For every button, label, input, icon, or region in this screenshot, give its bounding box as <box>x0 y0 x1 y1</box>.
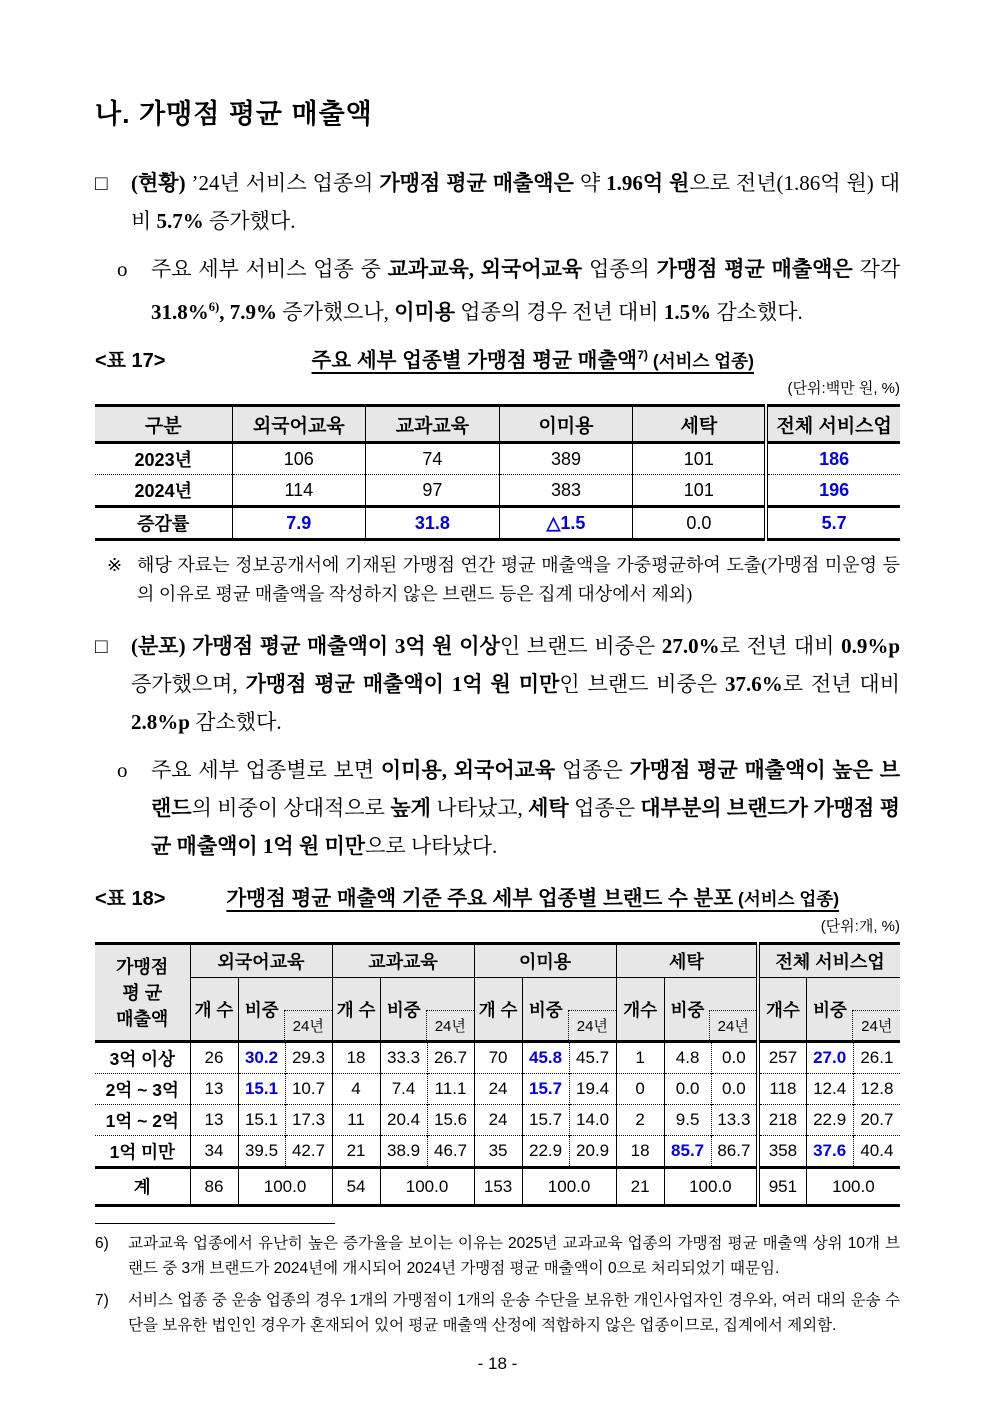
text-run: 의 비중이 상대적으로 <box>191 796 391 820</box>
table-cell: 26.7 <box>427 1042 474 1074</box>
table-cell: 218 <box>758 1105 806 1136</box>
text-run: 이미용 <box>394 300 456 324</box>
table-row <box>95 1105 900 1136</box>
table-cell: 15.1 <box>238 1105 285 1136</box>
table-cell: 389 <box>499 443 633 475</box>
total-row <box>95 1168 900 1206</box>
table-cell: 186 <box>766 443 900 475</box>
text-run: 으로 전년(1.86억 원) 대비 <box>131 171 900 233</box>
text-run: 로 전년 대비 <box>719 634 842 658</box>
text-run: 가맹점 평균 매출액이 1억 원 미만 <box>245 672 560 696</box>
table-cell: 7.4 <box>380 1074 427 1105</box>
text-run: 로 전년 대비 <box>782 672 900 696</box>
table-cell: 14.0 <box>569 1105 616 1136</box>
square-bullet: □ <box>95 634 108 658</box>
year24-sublabel: 24년 <box>426 1010 474 1040</box>
table-cell: 42.7 <box>285 1136 332 1168</box>
table-cell: 22.9 <box>806 1105 853 1136</box>
table-cell: 118 <box>758 1074 806 1105</box>
section-heading: 나. 가맹점 평균 매출액 <box>95 99 373 129</box>
table-cell: 101 <box>633 475 767 507</box>
footnote-separator <box>95 1223 335 1224</box>
text-run: 이미용, 외국어교육 <box>380 758 556 782</box>
total-count-cell: 86 <box>190 1168 238 1206</box>
circle-bullet: o <box>117 257 128 281</box>
table17-title-suffix: (서비스 업종) <box>648 351 754 371</box>
table-cell: 34 <box>190 1136 238 1168</box>
footnote-marker: 7) <box>95 1292 109 1309</box>
group-header: 교과교육 <box>332 944 474 978</box>
table17-title <box>165 343 900 373</box>
footnote-text: 서비스 업종 중 운송 업종의 경우 1개의 가맹점이 1개의 운송 수단을 보유한 개인사업자인 경우와, 여러 대의 운송 수단을 보유한 법인인 경우가 혼재되어 있어 평균 매출액 산정에 적합하지 않은 업종이므로, 집계에서 제외함. <box>128 1292 900 1334</box>
text-run: 업종은 <box>555 758 630 782</box>
table-cell: 0 <box>616 1074 664 1105</box>
row-label: 2억 ~ 3억 <box>95 1074 190 1105</box>
paragraph-status <box>95 164 900 240</box>
table-cell: 20.9 <box>569 1136 616 1168</box>
table-row <box>95 1136 900 1168</box>
total-share-cell: 100.0 <box>664 1168 758 1206</box>
row-label: 2023년 <box>134 450 192 470</box>
table-cell: 26.1 <box>853 1042 900 1074</box>
table-cell: 20.7 <box>853 1105 900 1136</box>
text-run: 6) <box>208 300 220 314</box>
year24-sublabel: 24년 <box>852 1010 900 1040</box>
table-cell: 20.4 <box>380 1105 427 1136</box>
table18-title <box>165 881 900 911</box>
table-cell: 45.7 <box>569 1042 616 1074</box>
table-cell: 0.0 <box>664 1074 711 1105</box>
table-cell: 70 <box>474 1042 522 1074</box>
table-cell: 24 <box>474 1074 522 1105</box>
share-subheader <box>806 978 900 1042</box>
paragraph-status-text <box>131 164 900 240</box>
footnotes <box>95 1231 900 1338</box>
corner-header-line: 평 균 <box>122 982 163 1003</box>
table17-unit-label: (단위:백만 원, %) <box>787 380 900 397</box>
table17-title-footnote-ref: 7) <box>637 348 649 363</box>
text-run: 1.96억 원 <box>606 171 690 195</box>
count-subheader: 개수 <box>758 978 806 1042</box>
total-count-cell: 153 <box>474 1168 522 1206</box>
total-share-cell: 100.0 <box>380 1168 474 1206</box>
text-run: 업종의 경우 전년 대비 <box>455 300 664 324</box>
table-cell: 85.7 <box>664 1136 711 1168</box>
table18-caption <box>95 881 900 911</box>
text-run: 감소했다. <box>189 710 282 734</box>
table-cell: 9.5 <box>664 1105 711 1136</box>
text-run: 가맹점 평균 매출액이 3억 원 이상 <box>192 634 500 658</box>
table-row <box>95 443 900 475</box>
text-run: (현황) <box>131 171 186 195</box>
table-cell: 257 <box>758 1042 806 1074</box>
table-cell: 17.3 <box>285 1105 332 1136</box>
table-cell: 12.8 <box>853 1074 900 1105</box>
text-run: 증가했다. <box>203 209 296 233</box>
table17-column-header: 교과교육 <box>366 406 500 443</box>
text-run: 가맹점 평균 매출액이 높은 브랜드 <box>151 758 901 820</box>
table-cell: 40.4 <box>853 1136 900 1168</box>
table-cell: 0.0 <box>711 1074 758 1105</box>
paragraph-distribution <box>95 627 900 741</box>
text-run: 업종의 <box>582 257 657 281</box>
table17-body <box>95 443 900 540</box>
group-header: 세탁 <box>616 944 758 978</box>
table-cell: 196 <box>766 475 900 507</box>
table18-subheader-row <box>95 978 900 1042</box>
table-cell: 0.0 <box>633 507 767 540</box>
table-cell: 13.3 <box>711 1105 758 1136</box>
text-run: 0.9%p <box>841 634 901 658</box>
footnote <box>95 1288 900 1338</box>
text-run: 5.7% <box>156 209 204 233</box>
row-label: 1억 미만 <box>95 1136 190 1168</box>
count-subheader: 개 수 <box>332 978 380 1042</box>
text-run: 인 브랜드 비중은 <box>559 672 726 696</box>
table17-note <box>95 551 900 609</box>
table-cell: 97 <box>366 475 500 507</box>
text-run: 주요 세부 업종별로 보면 <box>151 758 381 782</box>
table-cell: 86.7 <box>711 1136 758 1168</box>
table-cell: 19.4 <box>569 1074 616 1105</box>
table-cell: 383 <box>499 475 633 507</box>
table18-title-suffix: (서비스 업종) <box>733 889 840 909</box>
table-cell: 18 <box>332 1042 380 1074</box>
text-run: 인 브랜드 비중은 <box>499 634 662 658</box>
row-label: 증감률 <box>95 507 232 540</box>
table-cell: 46.7 <box>427 1136 474 1168</box>
table-cell: 18 <box>616 1136 664 1168</box>
text-run: 세탁 <box>528 796 569 820</box>
table-cell: 22.9 <box>522 1136 569 1168</box>
table-cell: 37.6 <box>806 1136 853 1168</box>
table-cell: 13 <box>190 1105 238 1136</box>
table-cell: △1.5 <box>499 507 633 540</box>
paragraph-distribution-text <box>131 627 900 741</box>
table17 <box>95 404 900 541</box>
total-share-cell: 100.0 <box>522 1168 616 1206</box>
text-run: 높게 <box>390 796 431 820</box>
total-share-cell: 100.0 <box>238 1168 332 1206</box>
text-run: 27.0% <box>661 634 720 658</box>
table17-title-main: 주요 세부 업종별 가맹점 평균 매출액 <box>311 349 638 372</box>
table-cell: 12.4 <box>806 1074 853 1105</box>
table-cell: 106 <box>232 443 366 475</box>
table-cell: 33.3 <box>380 1042 427 1074</box>
table-cell: 101 <box>633 443 767 475</box>
text-run: 교과교육, 외국어교육 <box>387 257 583 281</box>
table-cell: 15.7 <box>522 1074 569 1105</box>
table-cell: 114 <box>232 475 366 507</box>
text-run: ’24년 서비스 업종의 <box>185 171 380 195</box>
table18-group-header-row <box>95 944 900 978</box>
share-label: 비중 <box>386 999 421 1020</box>
table-cell: 27.0 <box>806 1042 853 1074</box>
total-count-cell: 21 <box>616 1168 664 1206</box>
row-label: 2024년 <box>95 475 232 507</box>
group-header: 전체 서비스업 <box>758 944 900 978</box>
table-row <box>95 1074 900 1105</box>
year24-sublabel: 24년 <box>284 1010 332 1040</box>
table-cell: 358 <box>758 1136 806 1168</box>
table-cell: 1 <box>616 1042 664 1074</box>
group-header: 이미용 <box>474 944 616 978</box>
page-number: - 18 - <box>477 1354 518 1373</box>
text-run: 증가했으나, <box>277 300 395 324</box>
table-cell: 11.1 <box>427 1074 474 1105</box>
text-run: 31.8% <box>151 300 209 324</box>
table-cell: 0.0 <box>711 1042 758 1074</box>
table-row <box>95 475 900 507</box>
table-row <box>95 507 900 540</box>
table17-column-header: 전체 서비스업 <box>766 406 900 443</box>
table-cell: 26 <box>190 1042 238 1074</box>
table17-header-row <box>95 406 900 443</box>
table-cell: 74 <box>366 443 500 475</box>
corner-header-line: 매출액 <box>116 1008 169 1029</box>
row-label: 계 <box>95 1168 190 1206</box>
text-run: 가맹점 평균 매출액은 <box>379 171 574 195</box>
table17-note-text: 해당 자료는 정보공개서에 기재된 가맹점 연간 평균 매출액을 가중평균하여 도출(가맹점 미운영 등의 이유로 평균 매출액을 작성하지 않은 브랜드 등은 집계 대상에서 제외) <box>137 555 900 604</box>
total-count-cell: 54 <box>332 1168 380 1206</box>
paragraph-distribution-detail <box>95 751 900 865</box>
table-cell: 35 <box>474 1136 522 1168</box>
circle-bullet: o <box>117 758 128 782</box>
table-cell: 29.3 <box>285 1042 332 1074</box>
share-label: 비중 <box>244 999 279 1020</box>
row-label: 3억 이상 <box>109 1048 175 1069</box>
table-cell: 4.8 <box>664 1042 711 1074</box>
table-cell: 11 <box>332 1105 380 1136</box>
text-run: 7.9% <box>229 300 277 324</box>
year24-sublabel: 24년 <box>568 1010 616 1040</box>
table-cell: 21 <box>332 1136 380 1168</box>
total-count-cell: 951 <box>758 1168 806 1206</box>
note-marker: ※ <box>107 555 123 575</box>
table-cell: 5.7 <box>766 507 900 540</box>
table-cell: 13 <box>190 1074 238 1105</box>
total-share-cell: 100.0 <box>806 1168 900 1206</box>
footnote-text: 교과교육 업종에서 유난히 높은 증가율을 보이는 이유는 2025년 교과교육 업종의 가맹점 평균 매출액 상위 10개 브랜드 중 3개 브랜드가 2024년에 개시되어 2024년 가맹점 평균 매출액이 0으로 처리되었기 때문임. <box>128 1235 900 1277</box>
table18-header <box>95 944 900 1042</box>
group-header: 외국어교육 <box>190 944 332 978</box>
table-cell: 2 <box>616 1105 664 1136</box>
count-subheader: 개 수 <box>190 978 238 1042</box>
table-cell: 15.7 <box>522 1105 569 1136</box>
table-cell: 31.8 <box>366 507 500 540</box>
paragraph-distribution-detail-text <box>151 751 900 865</box>
count-subheader: 개 수 <box>474 978 522 1042</box>
table17-caption <box>95 343 900 373</box>
corner-header <box>95 944 190 1042</box>
table18 <box>95 942 900 1207</box>
share-subheader <box>380 978 474 1042</box>
table18-body <box>95 1042 900 1206</box>
table18-unit-label: (단위:개, %) <box>820 918 900 935</box>
share-label: 비중 <box>528 999 563 1020</box>
table-cell: 38.9 <box>380 1136 427 1168</box>
share-subheader <box>522 978 616 1042</box>
text-run: 으로 나타났다. <box>365 834 498 858</box>
table-cell: 15.6 <box>427 1105 474 1136</box>
count-subheader: 개수 <box>616 978 664 1042</box>
corner-header-line: 가맹점 <box>116 956 169 977</box>
text-run: 37.6% <box>725 672 783 696</box>
table18-title-main: 가맹점 평균 매출액 기준 주요 세부 업종별 브랜드 수 분포 <box>226 887 734 910</box>
text-run: , <box>219 300 230 324</box>
text-run: 2.8%p <box>131 710 190 734</box>
square-bullet: □ <box>95 171 108 195</box>
text-run: 업종은 <box>568 796 641 820</box>
text-run: 나타났고, <box>430 796 529 820</box>
share-label: 비중 <box>813 999 847 1020</box>
text-run: 각각 <box>852 257 901 281</box>
paragraph-status-detail <box>95 250 900 331</box>
table17-column-header: 구분 <box>95 406 232 443</box>
table17-column-header: 이미용 <box>499 406 633 443</box>
year24-sublabel: 24년 <box>709 1010 756 1040</box>
text-run: 가맹점 평균 매출액은 <box>656 257 853 281</box>
share-label: 비중 <box>670 999 705 1020</box>
table-cell: 30.2 <box>238 1042 285 1074</box>
row-label: 1억 ~ 2억 <box>95 1105 190 1136</box>
text-run: 증가했으며, <box>131 672 246 696</box>
text-run: 감소했다. <box>711 300 803 324</box>
table-cell: 7.9 <box>232 507 366 540</box>
text-run: (분포) <box>131 634 186 658</box>
table-cell: 4 <box>332 1074 380 1105</box>
share-subheader <box>238 978 332 1042</box>
paragraph-status-detail-text <box>151 250 900 331</box>
table17-column-header: 세탁 <box>633 406 767 443</box>
table-row <box>95 1042 900 1074</box>
table-cell: 10.7 <box>285 1074 332 1105</box>
table-cell: 39.5 <box>238 1136 285 1168</box>
table-cell: 24 <box>474 1105 522 1136</box>
table-cell: 45.8 <box>522 1042 569 1074</box>
text-run: 약 <box>573 171 607 195</box>
footnote-marker: 6) <box>95 1235 109 1252</box>
table17-column-header: 외국어교육 <box>232 406 366 443</box>
footnote <box>95 1231 900 1281</box>
table-cell: 15.1 <box>238 1074 285 1105</box>
text-run: 주요 세부 서비스 업종 중 <box>151 257 388 281</box>
table17-header <box>95 406 900 443</box>
table18-label: <표 18> <box>95 888 166 910</box>
table17-label: <표 17> <box>95 350 166 372</box>
text-run: 1.5% <box>663 300 712 324</box>
share-subheader <box>664 978 758 1042</box>
text-run: 대부분의 브랜드가 가맹점 평균 매출액이 1억 원 미만 <box>151 796 901 858</box>
